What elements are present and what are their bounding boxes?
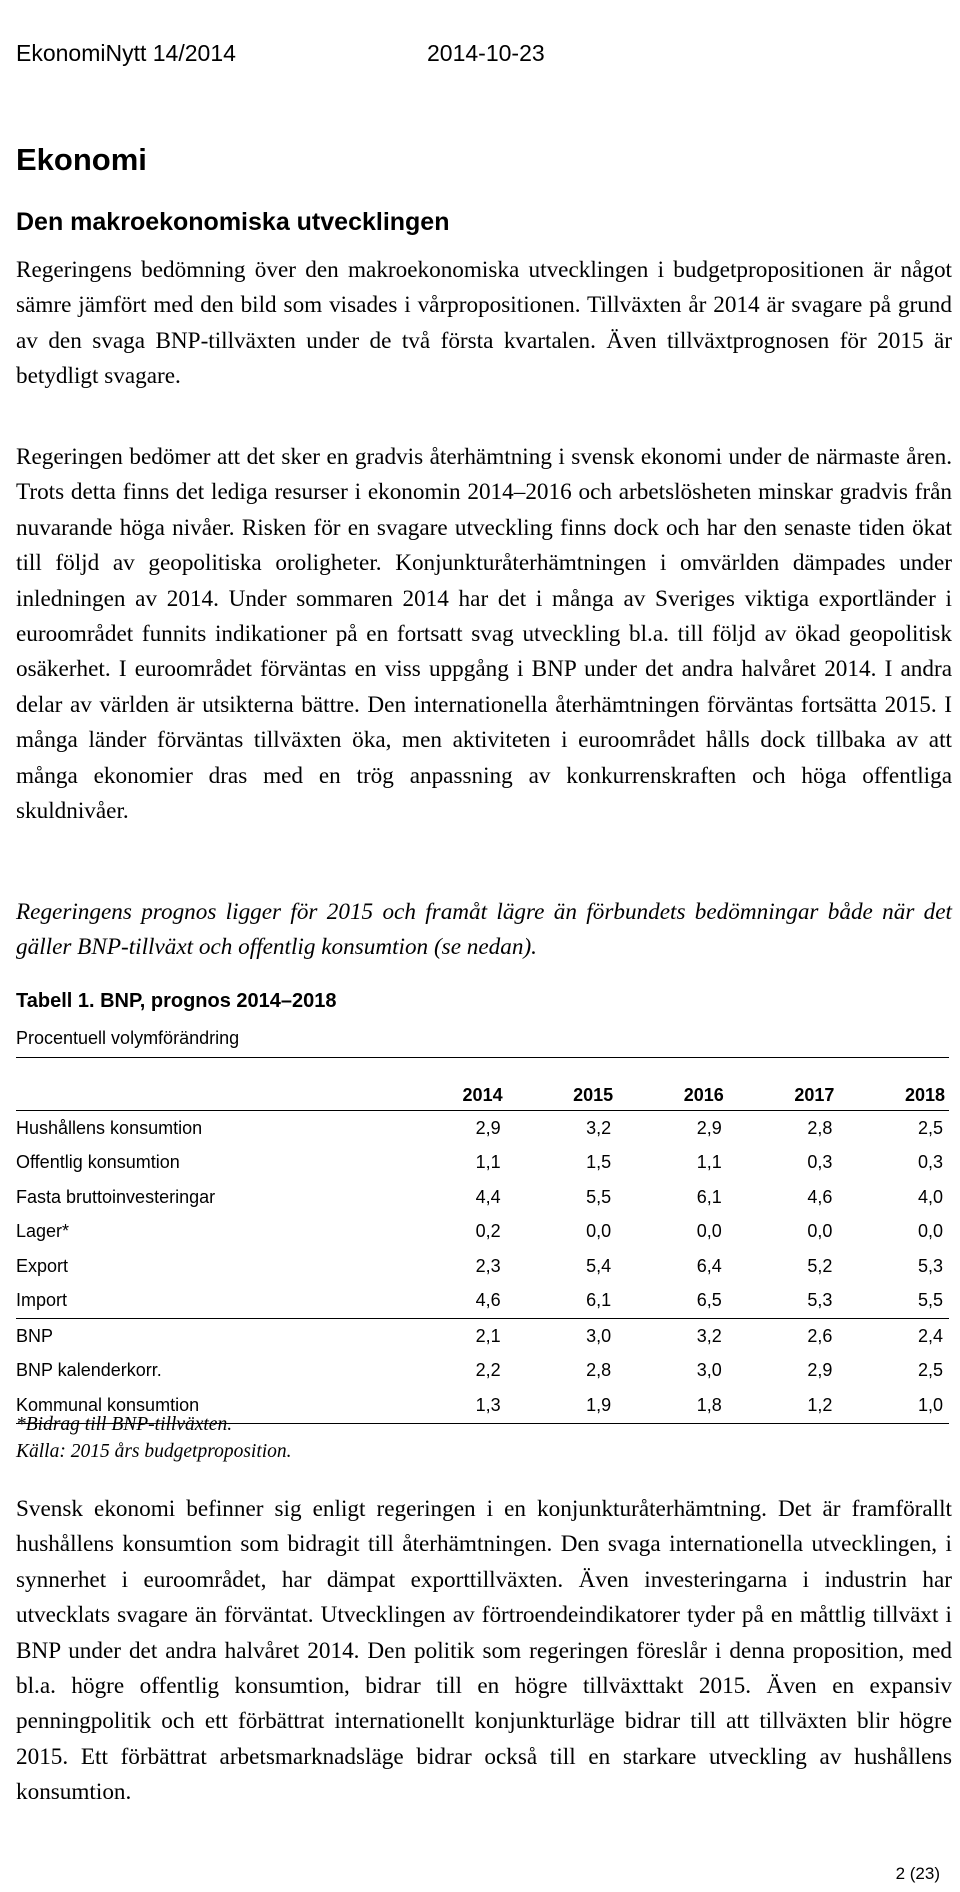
- row-value: 2,3: [475, 1255, 501, 1276]
- row-value: 2,2: [475, 1360, 501, 1381]
- row-value: 6,5: [696, 1290, 722, 1311]
- table-header-label: [16, 1080, 396, 1111]
- table-row: [16, 1215, 949, 1250]
- row-value: 5,3: [807, 1290, 833, 1311]
- row-value: 2,8: [807, 1117, 833, 1138]
- table-row: [16, 1249, 949, 1284]
- table-row: [16, 1111, 949, 1146]
- table-row: [16, 1319, 949, 1354]
- row-label: Offentlig konsumtion: [16, 1152, 180, 1173]
- table-header-year: 2017: [728, 1080, 839, 1111]
- row-value: 1,5: [586, 1152, 612, 1173]
- row-value: 2,4: [838, 1319, 949, 1354]
- row-value: 2,9: [807, 1360, 833, 1381]
- row-value: 0,0: [586, 1221, 612, 1242]
- row-value: 6,1: [586, 1290, 612, 1311]
- row-value: 4,4: [475, 1186, 501, 1207]
- paragraph-outlook: Regeringen bedömer att det sker en gradvis återhämtning i svensk ekonomi under de närmaste åren. Trots detta finns det lediga resurser i ekonomin 2014–2016 och arbetslösheten minskar gradvis från nuvarande höga nivåer. Risken för en svagare utveckling finns dock och har den senaste tiden ökat till följd av geopolitiska oroligheter. Konjunkturåterhämtningen i omvärlden dämpades under inledningen av 2014. Under sommaren 2014 har det i många av Sveriges viktiga exportländer i euroområdet funnits indikationer på en fortsatt svag utveckling bl.a. till följd av ökad geopolitisk osäkerhet. I euroområdet förväntas en viss uppgång i BNP under det andra halvåret 2014. I andra delar av världen är utsikterna bättre. Den internationella återhämtningen förväntas fortsätta 2015. I många länder förväntas tillväxten öka, men aktiviteten i euroområdet hålls dock tillbaka av att många ekonomier dras med en trög anpassning av konkurrenskraften och höga offentliga skuldnivåer.: [16, 444, 952, 825]
- row-label: Lager*: [16, 1221, 70, 1242]
- row-value: 1,1: [696, 1152, 722, 1173]
- table-row: [16, 1284, 949, 1319]
- table-header-year: 2016: [617, 1080, 728, 1111]
- row-value: 0,2: [475, 1221, 501, 1242]
- row-value: 1,0: [838, 1388, 949, 1423]
- table-header-row: [16, 1080, 949, 1111]
- row-value: 2,9: [696, 1117, 722, 1138]
- row-value: 0,0: [696, 1221, 722, 1242]
- row-value: 1,8: [617, 1388, 728, 1423]
- row-value: 5,3: [917, 1255, 943, 1276]
- row-value: 1,3: [396, 1388, 507, 1423]
- row-value: 1,2: [728, 1388, 839, 1423]
- paragraph-forecast-comparison: Regeringens prognos ligger för 2015 och framåt lägre än förbundets bedömningar både när det gäller BNP-tillväxt och offentlig konsumtion (se nedan).: [16, 899, 952, 961]
- table-row: [16, 1180, 949, 1215]
- row-value: 1,9: [507, 1388, 618, 1423]
- row-value: 2,6: [728, 1319, 839, 1354]
- paragraph-intro: Regeringens bedömning över den makroekonomiska utvecklingen i budgetpropositionen är något sämre jämfört med den bild som visades i vårpropositionen. Tillväxten år 2014 är svagare på grund av den svaga BNP-tillväxten under de två första kvartalen. Även tillväxtprognosen för 2015 är betydligt svagare.: [16, 257, 952, 390]
- row-label: BNP kalenderkorr.: [16, 1360, 162, 1381]
- table-row: [16, 1354, 949, 1389]
- row-value: 6,4: [696, 1255, 722, 1276]
- subsection-title: Den makroekonomiska utvecklingen: [16, 208, 450, 236]
- row-value: 5,5: [586, 1186, 612, 1207]
- row-value: 0,0: [917, 1221, 943, 1242]
- row-value: 4,6: [475, 1290, 501, 1311]
- paragraph-recovery: Svensk ekonomi befinner sig enligt regeringen i en konjunkturåterhämtning. Det är framförallt hushållens konsumtion som bidragit till återhämtningen. Den svaga internationella utvecklingen, i synnerhet i euroområdet, har dämpat exporttillväxten. Även investeringarna i industrin har utvecklats svagare än förväntat. Utvecklingen av förtroendeindikatorer tyder på en måttlig tillväxt i BNP under det andra halvåret 2014. Den politik som regeringen föreslår i denna proposition, med bl.a. högre offentlig konsumtion, bidrar till en högre tillväxttakt 2015. Även en expansiv penningpolitik och ett förbättrat internationellt konjunkturläge bidrar till att tillväxten blir högre 2015. Ett förbättrat arbetsmarknadsläge bidrar också till en starkare utveckling av hushållens konsumtion.: [16, 1496, 952, 1806]
- row-label: Export: [16, 1255, 69, 1276]
- row-value: 0,0: [807, 1221, 833, 1242]
- row-value: 4,0: [917, 1186, 943, 1207]
- table-header-year: 2018: [838, 1080, 949, 1111]
- table-footnote: *Bidrag till BNP-tillväxten.: [16, 1414, 233, 1435]
- row-value: 2,5: [917, 1360, 943, 1381]
- row-label: Kommunal konsumtion: [16, 1388, 396, 1423]
- publication-name: EkonomiNytt 14/2014: [16, 40, 236, 66]
- table-subtitle: Procentuell volymförändring: [16, 1028, 240, 1048]
- table-source: Källa: 2015 års budgetproposition.: [16, 1441, 292, 1462]
- page-number: 2 (23): [895, 1864, 940, 1883]
- section-title: Ekonomi: [16, 142, 147, 177]
- table-header-year: 2015: [507, 1080, 618, 1111]
- row-value: 3,0: [507, 1319, 618, 1354]
- row-value: 6,1: [696, 1186, 722, 1207]
- row-value: 5,4: [586, 1255, 612, 1276]
- row-value: 4,6: [807, 1186, 833, 1207]
- row-value: 3,2: [617, 1319, 728, 1354]
- row-value: 2,8: [586, 1360, 612, 1381]
- table-title: Tabell 1. BNP, prognos 2014–2018: [16, 990, 337, 1012]
- row-value: 2,9: [475, 1117, 501, 1138]
- row-label: Fasta bruttoinvesteringar: [16, 1186, 216, 1207]
- row-label: Import: [16, 1290, 68, 1311]
- row-value: 3,2: [586, 1117, 612, 1138]
- row-value: 5,2: [807, 1255, 833, 1276]
- row-label: Hushållens konsumtion: [16, 1117, 203, 1138]
- row-value: 5,5: [917, 1290, 943, 1311]
- gdp-forecast-table: [16, 1057, 949, 1424]
- row-value: 0,3: [917, 1152, 943, 1173]
- row-value: 0,3: [807, 1152, 833, 1173]
- row-value: 2,5: [917, 1117, 943, 1138]
- table-header-year: 2014: [396, 1080, 507, 1111]
- table-row: [16, 1146, 949, 1181]
- publication-date: 2014-10-23: [427, 40, 545, 66]
- row-value: 3,0: [696, 1360, 722, 1381]
- row-value: 2,1: [396, 1319, 507, 1354]
- row-label: BNP: [16, 1319, 396, 1354]
- row-value: 1,1: [475, 1152, 501, 1173]
